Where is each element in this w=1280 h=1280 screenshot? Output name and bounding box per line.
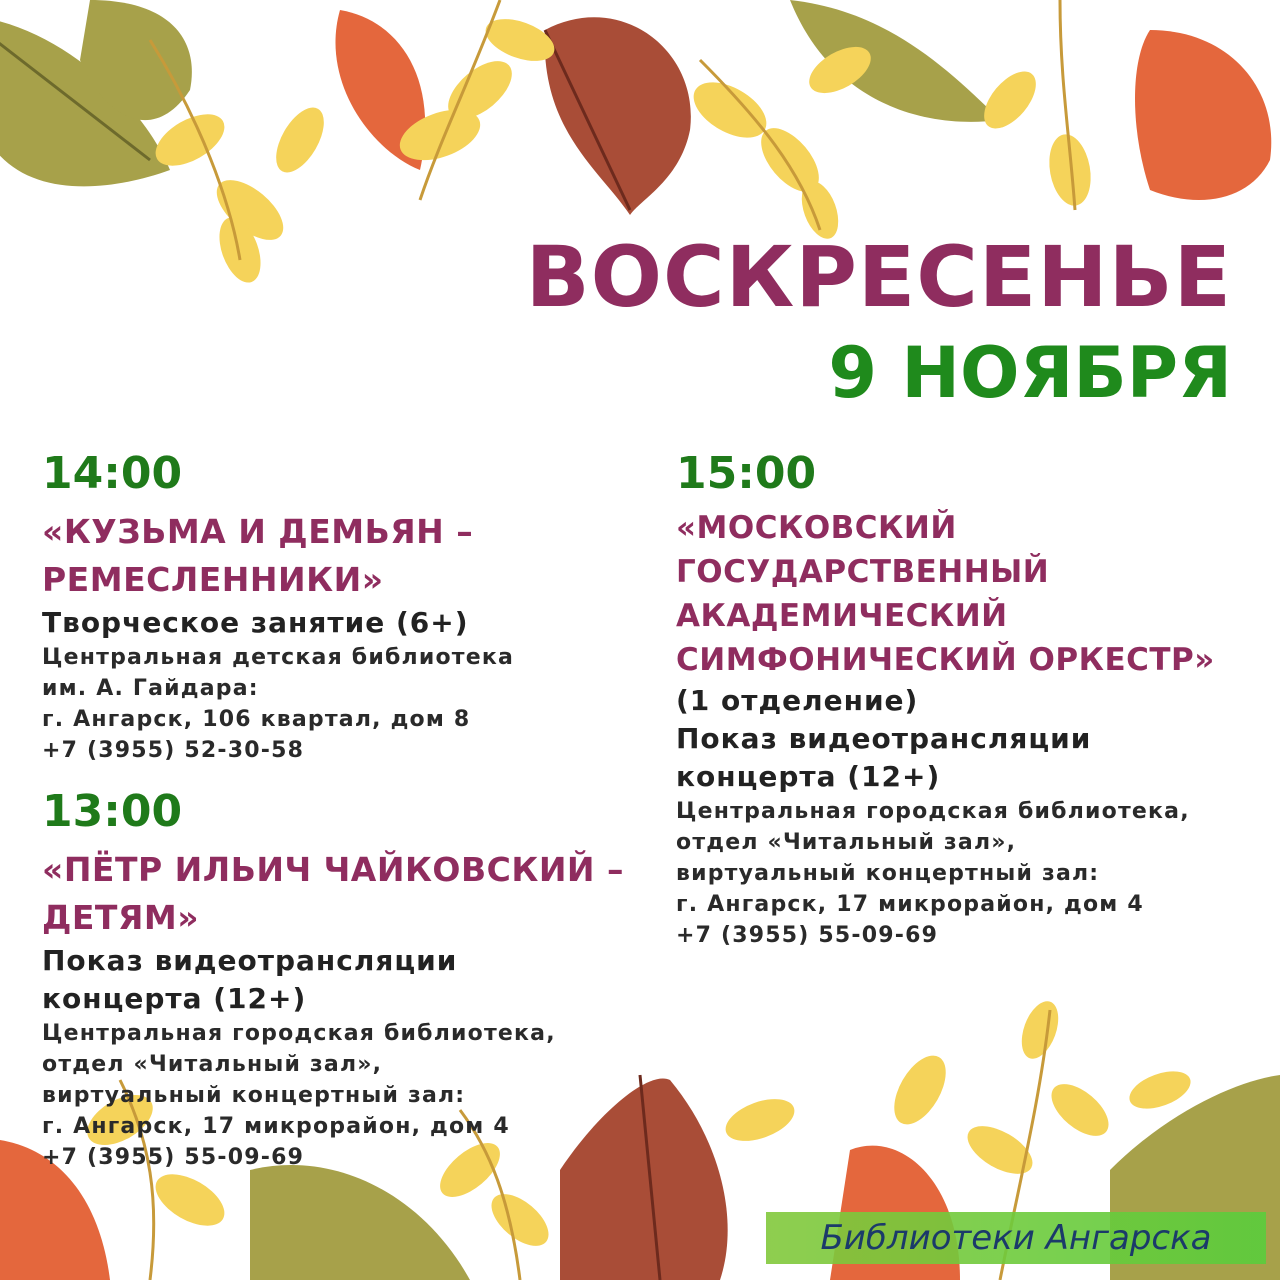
event-info-line: им. А. Гайдара: <box>42 676 259 701</box>
date-title: 9 НОЯБРЯ <box>828 332 1232 414</box>
event-info-line: Центральная детская библиотека <box>42 645 515 670</box>
event-phone: +7 (3955) 52-30-58 <box>42 738 305 763</box>
event-title-line: «КУЗЬМА И ДЕМЬЯН – <box>42 512 474 551</box>
event-info-line: виртуальный концертный зал: <box>42 1083 466 1108</box>
event-info-line: г. Ангарск, 17 микрорайон, дом 4 <box>42 1114 510 1139</box>
event-time: 14:00 <box>42 448 183 499</box>
event-subtitle: концерта (12+) <box>676 760 941 793</box>
event-time: 13:00 <box>42 786 183 837</box>
event-subtitle: Показ видеотрансляции <box>676 722 1092 755</box>
event-card <box>42 786 652 1173</box>
event-info-line: г. Ангарск, 17 микрорайон, дом 4 <box>676 892 1144 917</box>
event-title-line: «МОСКОВСКИЙ <box>676 510 957 546</box>
event-title-line: «ПЁТР ИЛЬИЧ ЧАЙКОВСКИЙ – <box>42 850 625 889</box>
event-title-line: СИМФОНИЧЕСКИЙ ОРКЕСТР» <box>676 642 1215 678</box>
footer-label: Библиотеки Ангарска <box>820 1218 1212 1258</box>
event-info-line: г. Ангарск, 106 квартал, дом 8 <box>42 707 471 732</box>
event-subtitle: концерта (12+) <box>42 982 307 1015</box>
event-info-line: Центральная городская библиотека, <box>42 1021 556 1046</box>
day-title: ВОСКРЕСЕНЬЕ <box>525 228 1232 326</box>
event-phone: +7 (3955) 55-09-69 <box>676 923 939 948</box>
event-time: 15:00 <box>676 448 817 499</box>
event-title-line: РЕМЕСЛЕННИКИ» <box>42 560 384 599</box>
event-subtitle: Творческое занятие (6+) <box>42 606 469 639</box>
event-info-line: виртуальный концертный зал: <box>676 861 1100 886</box>
event-info-line: Центральная городская библиотека, <box>676 799 1190 824</box>
footer-banner <box>766 1212 1266 1264</box>
event-card <box>42 448 642 766</box>
event-card <box>676 448 1266 951</box>
event-info-line: отдел «Читальный зал», <box>42 1052 383 1077</box>
event-phone: +7 (3955) 55-09-69 <box>42 1145 305 1170</box>
event-title-line: ДЕТЯМ» <box>42 898 200 937</box>
event-info-line: отдел «Читальный зал», <box>676 830 1017 855</box>
event-title-line: АКАДЕМИЧЕСКИЙ <box>676 598 1008 634</box>
event-subtitle: (1 отделение) <box>676 684 919 717</box>
event-subtitle: Показ видеотрансляции <box>42 944 458 977</box>
event-title-line: ГОСУДАРСТВЕННЫЙ <box>676 554 1050 590</box>
